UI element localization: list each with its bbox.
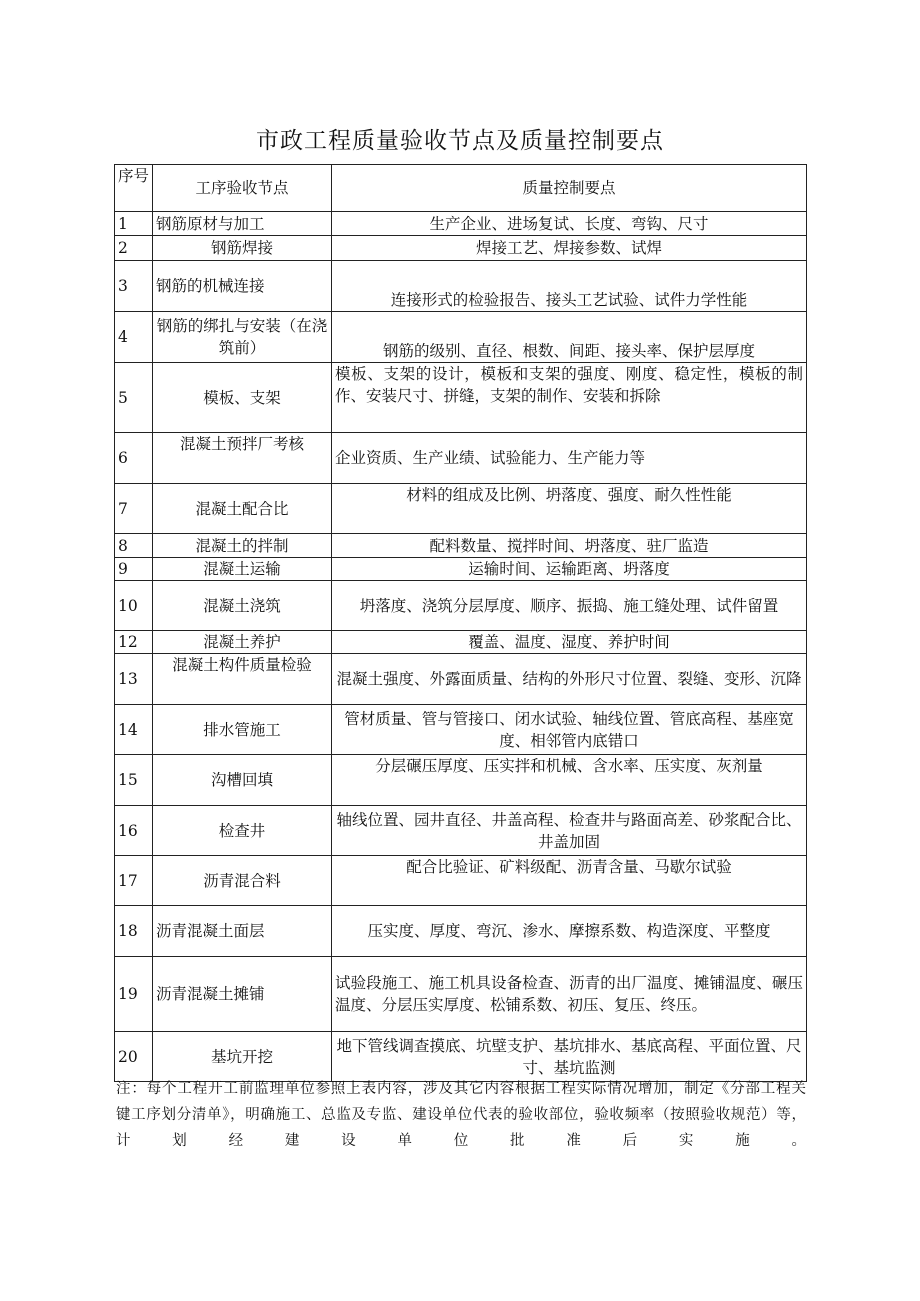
row-node: 钢筋原材与加工 [153, 212, 332, 236]
row-no: 2 [115, 236, 153, 261]
row-no: 6 [115, 433, 153, 484]
row-node: 沥青混凝土摊铺 [153, 957, 332, 1032]
table-row [115, 755, 807, 806]
row-no: 16 [115, 806, 153, 856]
row-node: 混凝土预拌厂考核 [153, 433, 332, 484]
row-points: 焊接工艺、焊接参数、试焊 [332, 236, 807, 261]
quality-control-table [114, 164, 807, 1082]
table-row [115, 631, 807, 654]
row-no: 9 [115, 558, 153, 581]
table-row [115, 1032, 807, 1082]
row-no: 20 [115, 1032, 153, 1082]
header-no: 序号 [115, 165, 153, 212]
row-points: 压实度、厚度、弯沉、渗水、摩擦系数、构造深度、平整度 [332, 906, 807, 957]
table-row [115, 558, 807, 581]
footnote [116, 1076, 806, 1154]
row-node: 检查井 [153, 806, 332, 856]
row-node: 钢筋焊接 [153, 236, 332, 261]
table-row [115, 705, 807, 755]
row-points: 轴线位置、园井直径、井盖高程、检查井与路面高差、砂浆配合比、井盖加固 [332, 806, 807, 856]
row-no: 17 [115, 856, 153, 906]
table-row [115, 261, 807, 312]
table-row [115, 433, 807, 484]
row-no: 12 [115, 631, 153, 654]
row-points: 覆盖、温度、湿度、养护时间 [332, 631, 807, 654]
row-no: 7 [115, 484, 153, 534]
table-row [115, 856, 807, 906]
row-points: 企业资质、生产业绩、试验能力、生产能力等 [332, 433, 807, 484]
row-points: 分层碾压厚度、压实拌和机械、含水率、压实度、灰剂量 [332, 755, 807, 806]
row-node: 混凝土的拌制 [153, 534, 332, 558]
row-node: 混凝土养护 [153, 631, 332, 654]
row-node: 沥青混凝土面层 [153, 906, 332, 957]
row-no: 5 [115, 363, 153, 433]
table-row [115, 581, 807, 631]
table-row [115, 236, 807, 261]
row-points: 连接形式的检验报告、接头工艺试验、试件力学性能 [332, 261, 807, 312]
row-points: 管材质量、管与管接口、闭水试验、轴线位置、管底高程、基座宽度、相邻管内底错口 [332, 705, 807, 755]
row-points: 试验段施工、施工机具设备检查、沥青的出厂温度、摊铺温度、碾压温度、分层压实厚度、松铺系数、初压、复压、终压。 [332, 957, 807, 1032]
page-title: 市政工程质量验收节点及质量控制要点 [256, 128, 664, 154]
row-node: 模板、支架 [153, 363, 332, 433]
row-node: 混凝土配合比 [153, 484, 332, 534]
row-no: 1 [115, 212, 153, 236]
header-node: 工序验收节点 [153, 165, 332, 212]
row-node: 钢筋的绑扎与安装（在浇筑前） [153, 312, 332, 363]
row-node: 钢筋的机械连接 [153, 261, 332, 312]
row-no: 14 [115, 705, 153, 755]
table-row [115, 363, 807, 433]
row-node: 沥青混合料 [153, 856, 332, 906]
table-row [115, 654, 807, 705]
row-node: 基坑开挖 [153, 1032, 332, 1082]
row-node: 混凝土运输 [153, 558, 332, 581]
row-points: 运输时间、运输距离、坍落度 [332, 558, 807, 581]
table-row [115, 212, 807, 236]
table-row [115, 806, 807, 856]
row-no: 13 [115, 654, 153, 705]
table-row [115, 957, 807, 1032]
footnote-line-1: 注：每个工程开工前监理单位参照上表内容，涉及其它内容根据工程实际情况增加，制定《分部工程关 [116, 1081, 806, 1097]
row-points: 钢筋的级别、直径、根数、间距、接头率、保护层厚度 [332, 312, 807, 363]
row-no: 3 [115, 261, 153, 312]
header-points: 质量控制要点 [332, 165, 807, 212]
row-no: 15 [115, 755, 153, 806]
row-points: 配合比验证、矿料级配、沥青含量、马歇尔试验 [332, 856, 807, 906]
row-node: 混凝土浇筑 [153, 581, 332, 631]
table-row [115, 534, 807, 558]
table-row [115, 906, 807, 957]
table-row [115, 312, 807, 363]
row-node: 排水管施工 [153, 705, 332, 755]
row-points: 坍落度、浇筑分层厚度、顺序、振捣、施工缝处理、试件留置 [332, 581, 807, 631]
row-node: 沟槽回填 [153, 755, 332, 806]
footnote-line-3: 计划经建设单位批准后实施。 [116, 1133, 806, 1149]
row-points: 生产企业、进场复试、长度、弯钩、尺寸 [332, 212, 807, 236]
row-points: 模板、支架的设计，模板和支架的强度、刚度、稳定性，模板的制作、安装尺寸、拼缝，支架的制作、安装和拆除 [332, 363, 807, 433]
row-points: 地下管线调查摸底、坑壁支护、基坑排水、基底高程、平面位置、尺寸、基坑监测 [332, 1032, 807, 1082]
row-no: 19 [115, 957, 153, 1032]
row-node: 混凝土构件质量检验 [153, 654, 332, 705]
table-header-row [115, 165, 807, 212]
row-points: 混凝土强度、外露面质量、结构的外形尺寸位置、裂缝、变形、沉降 [332, 654, 807, 705]
footnote-line-2: 键工序划分清单》，明确施工、总监及专监、建设单位代表的验收部位，验收频率（按照验收规范）等， [116, 1107, 806, 1123]
row-no: 4 [115, 312, 153, 363]
row-no: 18 [115, 906, 153, 957]
row-no: 10 [115, 581, 153, 631]
table-row [115, 484, 807, 534]
row-points: 配料数量、搅拌时间、坍落度、驻厂监造 [332, 534, 807, 558]
row-no: 8 [115, 534, 153, 558]
row-points: 材料的组成及比例、坍落度、强度、耐久性性能 [332, 484, 807, 534]
